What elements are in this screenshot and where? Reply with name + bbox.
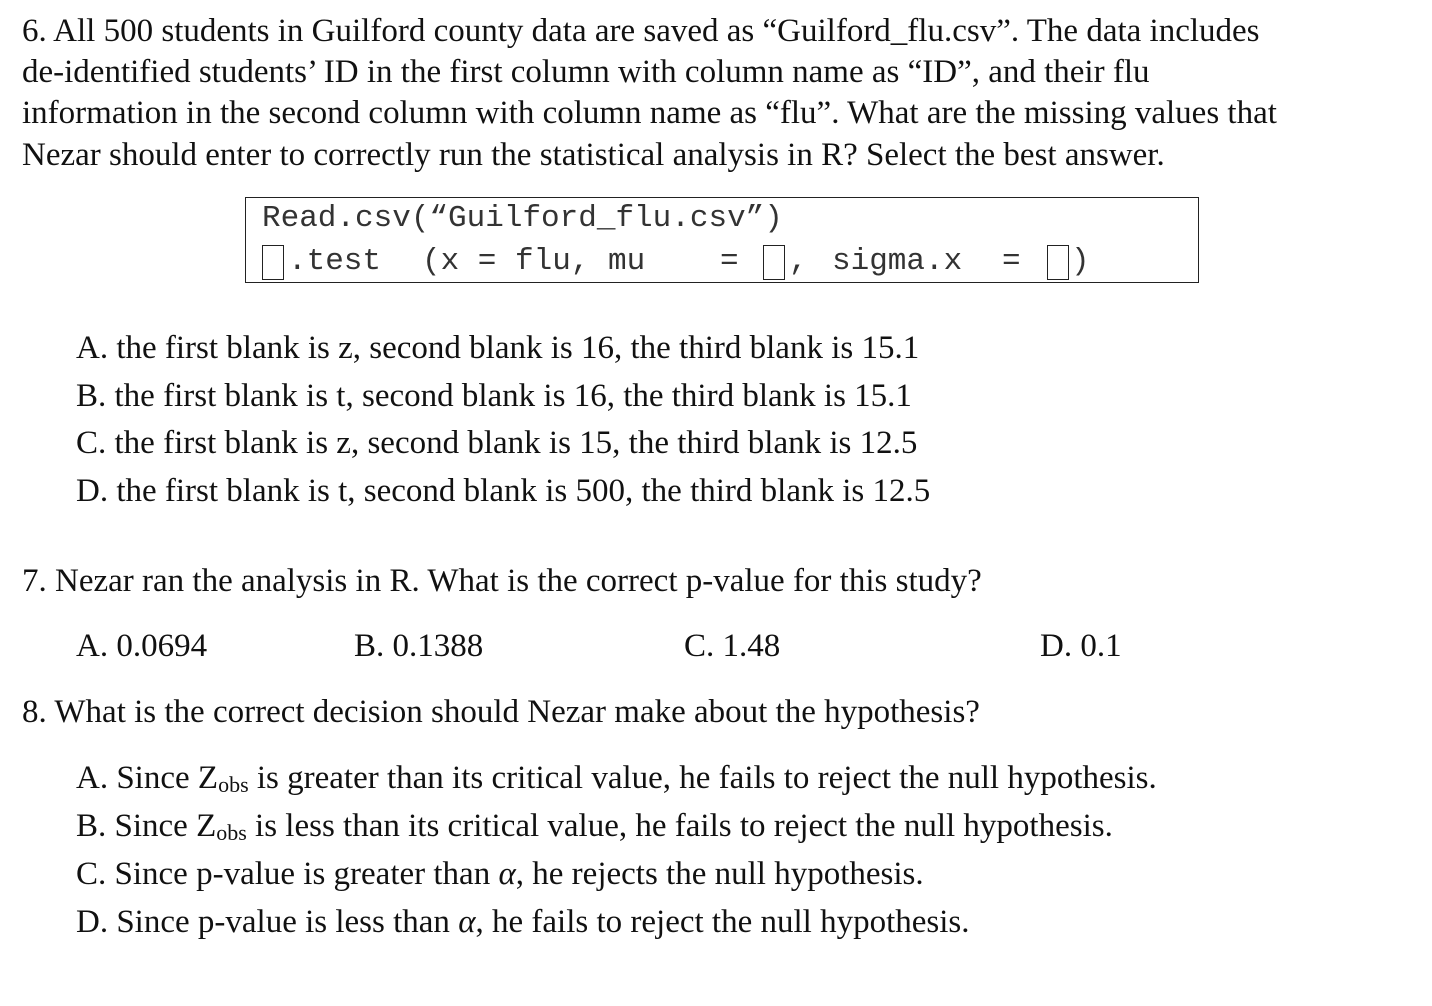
q8-option-b-rest: is less than its critical value, he fails to reject the null hypothesis. [246,808,1113,844]
q8-option-a-rest: is greater than its critical value, he fails to reject the null hypothesis. [248,760,1157,796]
q8-option-c-alpha: α [498,856,516,892]
q7-question: 7. Nezar ran the analysis in R. What is the correct p-value for this study? [22,563,982,599]
q8-option-b-prefix: B. Since Z [76,808,217,844]
q8-option-a [76,757,1157,806]
first-blank [262,245,284,280]
code-test-keyword: .test [288,244,382,279]
third-blank [1047,245,1069,280]
q8-question: 8. What is the correct decision should Nezar make about the hypothesis? [22,694,980,730]
q8-option-d-prefix: D. Since p-value is less than [76,904,459,940]
q8-option-c [76,853,924,895]
q7-option-a: A. 0.0694 [76,628,208,664]
q8-option-a-prefix: A. Since Z [76,760,219,796]
q8-option-b-subscript: obs [216,820,247,845]
q6-option-a: A. the first blank is z, second blank is 16, the third blank is 15.1 [76,330,920,366]
code-args: (x = flu, mu [422,244,646,279]
q6-text-line-2: de-identified students’ ID in the first column with column name as “ID”, and their flu [22,54,1150,90]
code-comma: , [789,244,808,279]
q8-option-b [76,805,1113,854]
q8-option-c-prefix: C. Since p-value is greater than [76,856,499,892]
q8-option-a-subscript: obs [218,772,249,797]
code-close-paren: ) [1071,244,1090,279]
code-equals-1: = [720,244,739,279]
code-line-read-csv: Read.csv(“Guilford_flu.csv”) [262,201,783,236]
q6-option-d: D. the first blank is t, second blank is 500, the third blank is 12.5 [76,473,931,509]
q8-option-d-rest: , he fails to reject the null hypothesis. [475,904,970,940]
q8-option-d [76,901,969,943]
r-code-box [245,197,1199,283]
q7-option-d: D. 0.1 [1040,628,1122,664]
q6-text-line-3: information in the second column with column name as “flu”. What are the missing values that [22,95,1277,131]
q6-option-c: C. the first blank is z, second blank is 15, the third blank is 12.5 [76,425,918,461]
q7-option-b: B. 0.1388 [354,628,484,664]
q8-option-c-rest: , he rejects the null hypothesis. [515,856,924,892]
code-sigma: sigma.x [832,244,963,279]
code-equals-2: = [1002,244,1021,279]
q7-option-c: C. 1.48 [684,628,781,664]
q8-option-d-alpha: α [458,904,476,940]
q6-text-line-4: Nezar should enter to correctly run the statistical analysis in R? Select the best answer. [22,137,1165,173]
q6-option-b: B. the first blank is t, second blank is 16, the third blank is 15.1 [76,378,912,414]
second-blank [763,245,785,280]
q6-text-line-1: 6. All 500 students in Guilford county data are saved as “Guilford_flu.csv”. The data includes [22,13,1260,49]
